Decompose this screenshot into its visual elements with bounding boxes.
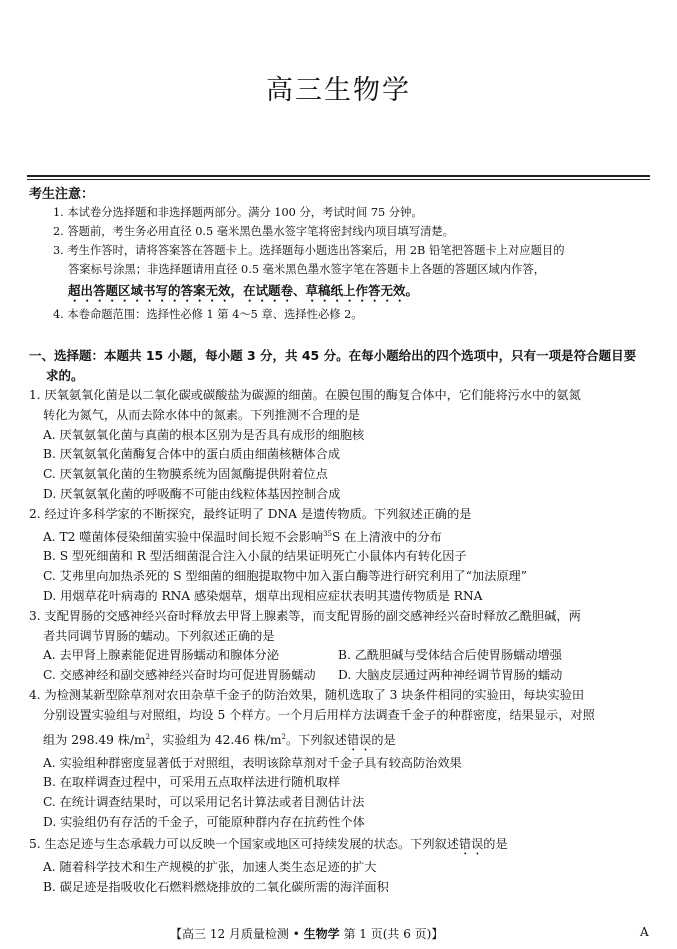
q5-option-a: A. 随着科学技术和生产规模的扩张，加速人类生态足迹的扩大 [43, 859, 377, 874]
q5-option-b: B. 碳足迹是指吸收化石燃料燃烧排放的二氧化碳所需的海洋面积 [43, 879, 389, 894]
notice-heading: 考生注意： [29, 187, 95, 202]
q1-stem-2: 转化为氮气，从而去除水体中的氮素。下列推测不合理的是 [43, 407, 360, 422]
question-1 [29, 386, 653, 897]
header-rule-thin [27, 179, 650, 180]
q5-stem-end: 的是 [483, 836, 508, 851]
q4-stem3-emphasis: 错误 [346, 732, 372, 747]
q4-stem-3 [29, 726, 653, 754]
section-heading [29, 346, 653, 385]
q2-option-a [29, 525, 653, 548]
footer-pre: 【高三 12 月质量检测 • [170, 927, 304, 941]
q4-stem-2: 分别设置实验组与对照组，均设 5 个样方。一个月后用样方法调查千金子的种群密度，结果显示，对照 [43, 707, 595, 722]
q4-option-b: B. 在取样调查过程中，可采用五点取样法进行随机取样 [43, 775, 341, 790]
notice-item-3: 3. 考生作答时，请将答案答在答题卡上。选择题每小题选出答案后，用 2B 铅笔把答题卡上对应题目的 [53, 244, 565, 257]
q3-option-c: C. 交感神经和副交感神经兴奋时均可促进胃肠蠕动 [43, 668, 316, 683]
q3-option-a: A. 去甲肾上腺素能促进胃肠蠕动和腺体分泌 [43, 648, 279, 663]
header-rule-thick [27, 175, 650, 177]
q2-option-b: B. S 型死细菌和 R 型活细菌混合注入小鼠的结果证明死亡小鼠体内有转化因子 [43, 549, 467, 564]
footer-page: 第 1 页(共 6 页)】 [339, 927, 444, 941]
section-line-1: 一、选择题：本题共 15 小题，每小题 3 分，共 45 分。在每小题给出的四个选项中，只有一项是符合题目要 [29, 348, 637, 363]
notice-item-4: 4. 本卷命题范围：选择性必修 1 第 4～5 章、选择性必修 2。 [53, 308, 363, 321]
q4-sup-2: 2 [281, 732, 286, 741]
q2-option-c: C. 艾弗里向加热杀死的 S 型细菌的细胞提取物中加入蛋白酶等进行研究利用了“加法原理” [43, 569, 527, 584]
q1-option-d: D. 厌氧氨氧化菌的呼吸酶不可能由线粒体基因控制合成 [43, 486, 341, 501]
q1-option-a: A. 厌氧氨氧化菌与真菌的根本区别为是否具有成形的细胞核 [43, 427, 365, 442]
q4-stem3-pre: 组为 298.49 株/m [43, 732, 146, 747]
q2-option-d: D. 用烟草花叶病毒的 RNA 感染烟草，烟草出现相应症状表明其遗传物质是 RNA [43, 589, 483, 604]
page-title: 高三生物学 [266, 75, 411, 106]
q2-a-sup: 35 [323, 529, 332, 538]
section-line-2: 求的。 [46, 367, 84, 383]
q5-stem-emphasis: 错误 [458, 836, 484, 851]
q3-stem-1: 3. 支配胃肠的交感神经兴奋时释放去甲肾上腺素等，而支配胃肠的副交感神经兴奋时释放乙酰胆碱，两 [29, 608, 581, 623]
notice-bold-warning: 超出答题区域书写的答案无效，在试题卷、草稿纸上作答无效。 [68, 283, 419, 298]
q3-option-d: D. 大脑皮层通过两种神经调节胃肠的蠕动 [338, 668, 563, 683]
paper-version: A [640, 925, 649, 939]
q4-stem-1: 4. 为检测某新型除草剂对农田杂草千金子的防治效果，随机选取了 3 块条件相同的实验田，每块实验田 [29, 688, 585, 703]
q2-a-post: S 在上清液中的分布 [331, 529, 442, 544]
q4-option-c: C. 在统计调查结果时，可以采用记名计算法或者目测估计法 [43, 795, 365, 810]
q4-option-a: A. 实验组种群密度显著低于对照组，表明该除草剂对千金子具有较高防治效果 [43, 755, 462, 770]
notice-item-3-emphasis [53, 279, 651, 305]
q4-sup-1: 2 [145, 732, 151, 741]
q4-stem3-tail: 。下列叙述 [286, 732, 347, 747]
q1-option-c: C. 厌氧氨氧化菌的生物膜系统为固氮酶提供附着位点 [43, 467, 328, 482]
page-footer [170, 925, 443, 942]
notice-item-3-cont: 答案标号涂黑；非选择题请用直径 0.5 毫米黑色墨水签字笔在答题卡上各题的答题区域内作答， [68, 263, 546, 276]
notice-item-2: 2. 答题前，考生务必用直径 0.5 毫米黑色墨水签字笔将密封线内项目填写清楚。 [53, 225, 455, 238]
q5-stem [29, 833, 653, 858]
q4-option-d: D. 实验组仍有存活的千金子，可能原种群内存在抗药性个体 [43, 815, 365, 830]
q4-stem3-end: 的是 [371, 732, 396, 747]
q1-stem-1: 1. 厌氧氨氧化菌是以二氧化碳或碳酸盐为碳源的细菌。在膜包围的酶复合体中，它们能将污水中的氨氮 [29, 388, 581, 402]
q3-options-row-1 [29, 646, 653, 666]
footer-subject: 生物学 [303, 927, 340, 941]
q3-options-row-2 [29, 666, 653, 686]
q3-option-b: B. 乙酰胆碱与受体结合后使胃肠蠕动增强 [338, 648, 562, 663]
notice-item-1: 1. 本试卷分选择题和非选择题两部分。满分 100 分，考试时间 75 分钟。 [53, 206, 423, 219]
q5-stem-pre: 5. 生态足迹与生态承载力可以反映一个国家或地区可持续发展的状态。下列叙述 [29, 836, 459, 851]
q3-stem-2: 者共同调节胃肠的蠕动。下列叙述正确的是 [43, 628, 275, 643]
notice-list [53, 203, 651, 324]
q2-stem: 2. 经过许多科学家的不断探究，最终证明了 DNA 是遗传物质。下列叙述正确的是 [29, 506, 472, 521]
q2-a-pre: A. T2 噬菌体侵染细菌实验中保温时间长短不会影响 [43, 529, 324, 544]
q1-option-b: B. 厌氧氨氧化菌酶复合体中的蛋白质由细菌核糖体合成 [43, 447, 341, 462]
q4-stem3-mid: ，实验组为 42.46 株/m [150, 732, 282, 747]
